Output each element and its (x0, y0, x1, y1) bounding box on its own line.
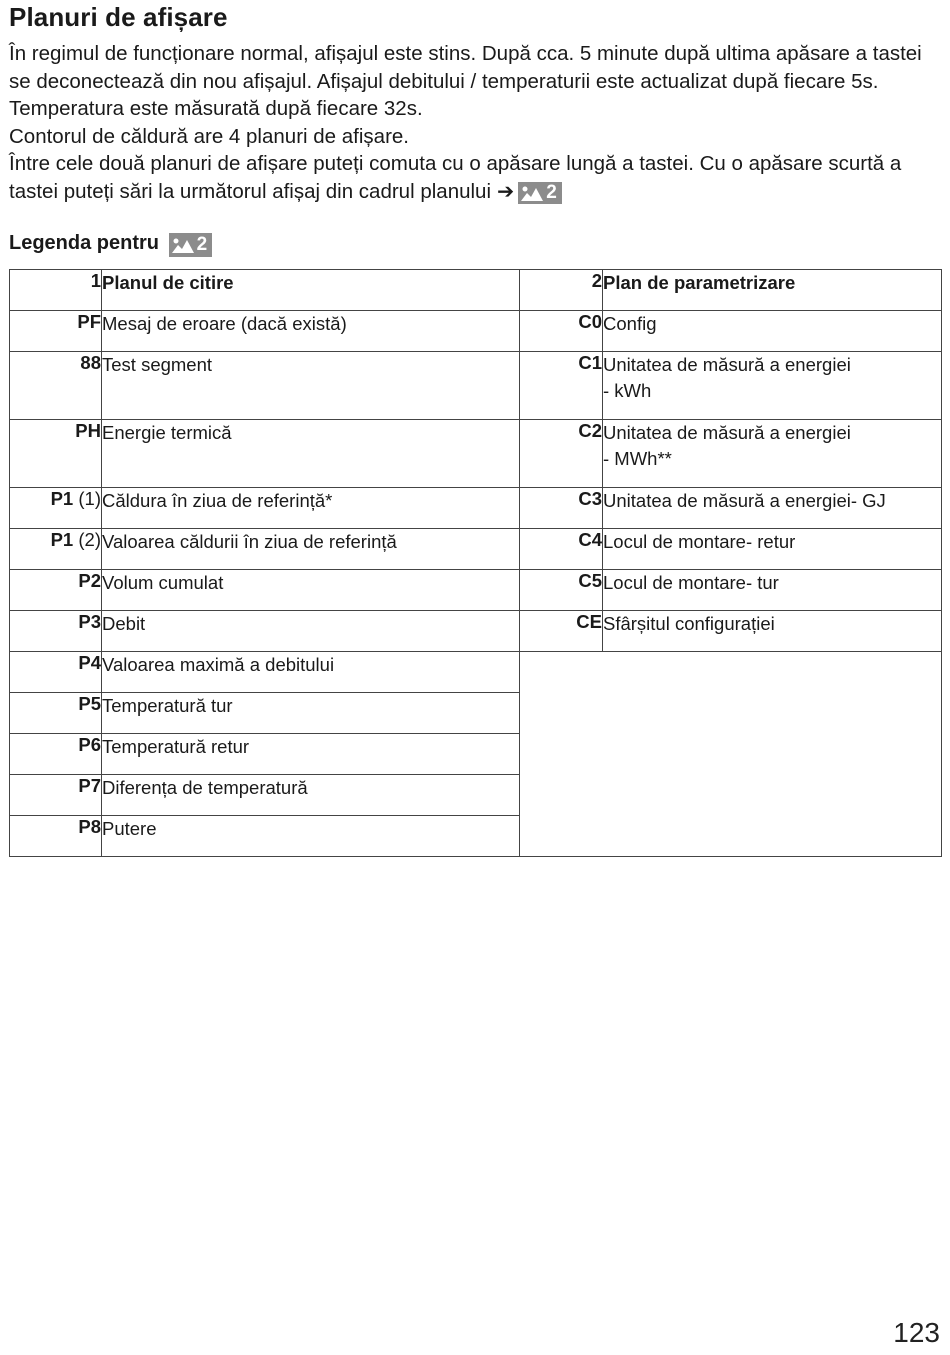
code-text: P5 (78, 693, 101, 714)
left-desc: Energie termică (102, 420, 520, 488)
page-number: 123 (893, 1317, 940, 1348)
left-code (10, 693, 102, 734)
right-code: C3 (520, 488, 603, 529)
right-code: C0 (520, 311, 603, 352)
right-desc-line1: Unitatea de măsură a energiei (603, 354, 851, 375)
table-header-row (10, 270, 942, 311)
right-desc: Locul de montare- retur (603, 529, 942, 570)
left-desc: Căldura în ziua de referință* (102, 488, 520, 529)
left-code (10, 816, 102, 857)
right-desc (603, 420, 942, 488)
table-row (10, 352, 942, 420)
right-header-label: Plan de parametrizare (603, 270, 942, 311)
table-row (10, 420, 942, 488)
right-desc (603, 352, 942, 420)
left-desc: Volum cumulat (102, 570, 520, 611)
table-row (10, 652, 942, 693)
legend-figure-number: 2 (196, 234, 208, 255)
legend-heading (9, 232, 212, 257)
mountain-image-icon (521, 185, 543, 201)
code-text: P4 (78, 652, 101, 673)
code-text: P1 (50, 529, 74, 550)
right-desc: Config (603, 311, 942, 352)
right-desc: Sfârșitul configurației (603, 611, 942, 652)
figure-ref-badge (518, 182, 562, 204)
left-code (10, 652, 102, 693)
right-code: C5 (520, 570, 603, 611)
right-desc: Locul de montare- tur (603, 570, 942, 611)
left-code (10, 611, 102, 652)
table-row (10, 570, 942, 611)
right-code: C4 (520, 529, 603, 570)
figure-ref-number: 2 (546, 181, 557, 203)
left-desc: Test segment (102, 352, 520, 420)
left-desc: Temperatură tur (102, 693, 520, 734)
code-text: P3 (78, 611, 101, 632)
right-code: C1 (520, 352, 603, 420)
right-desc-line2: - kWh (603, 380, 652, 401)
table-row (10, 529, 942, 570)
left-desc: Debit (102, 611, 520, 652)
left-header-code: 1 (10, 270, 102, 311)
code-sub: (2) (78, 529, 101, 550)
left-desc: Valoarea căldurii în ziua de referință (102, 529, 520, 570)
right-desc-line2: - MWh** (603, 448, 672, 469)
legend-figure-badge (169, 233, 213, 257)
code-text: PH (75, 420, 101, 441)
left-code (10, 420, 102, 488)
left-header-label: Planul de citire (102, 270, 520, 311)
left-code (10, 488, 102, 529)
mountain-image-icon (172, 237, 194, 253)
intro-paragraph-1: În regimul de funcționare normal, afișajul este stins. După cca. 5 minute după ultima apăsare a tastei se deconectează din nou afișajul. Afișajul debitului / temperaturii este actualizat după fiecare 5s. Temperatura este măsurată după fiecare 32s. (9, 42, 922, 121)
intro-paragraph-3-text: Între cele două planuri de afișare puteți comuta cu o apăsare lungă a tastei. Cu o apăsare scurtă a tastei puteți sări la următorul afișaj din cadrul planului (9, 152, 902, 203)
code-text: P6 (78, 734, 101, 755)
right-desc-line1: Unitatea de măsură a energiei (603, 422, 851, 443)
empty-cell (520, 652, 942, 857)
left-code (10, 529, 102, 570)
code-text: P8 (78, 816, 101, 837)
code-text: P2 (78, 570, 101, 591)
code-sub: (1) (78, 488, 101, 509)
left-code (10, 352, 102, 420)
left-desc: Valoarea maximă a debitului (102, 652, 520, 693)
left-code (10, 775, 102, 816)
left-desc: Temperatură retur (102, 734, 520, 775)
code-text: P7 (78, 775, 101, 796)
intro-text (9, 40, 944, 206)
table-row (10, 488, 942, 529)
left-code (10, 734, 102, 775)
right-desc: Unitatea de măsură a energiei- GJ (603, 488, 942, 529)
intro-paragraph-3 (9, 150, 944, 205)
table-row (10, 311, 942, 352)
right-code: CE (520, 611, 603, 652)
right-code: C2 (520, 420, 603, 488)
table-row (10, 611, 942, 652)
legend-heading-text: Legenda pentru (9, 232, 160, 254)
legend-table (9, 269, 942, 857)
page-title: Planuri de afișare (9, 2, 228, 32)
code-text: PF (77, 311, 101, 332)
left-desc: Putere (102, 816, 520, 857)
arrow-right-icon: ➔ (497, 179, 515, 203)
left-desc: Mesaj de eroare (dacă există) (102, 311, 520, 352)
left-code (10, 311, 102, 352)
intro-paragraph-2: Contorul de căldură are 4 planuri de afișare. (9, 124, 409, 148)
code-text: P1 (50, 488, 74, 509)
left-desc: Diferența de temperatură (102, 775, 520, 816)
code-text: 88 (80, 352, 101, 373)
right-header-code: 2 (520, 270, 603, 311)
left-code (10, 570, 102, 611)
